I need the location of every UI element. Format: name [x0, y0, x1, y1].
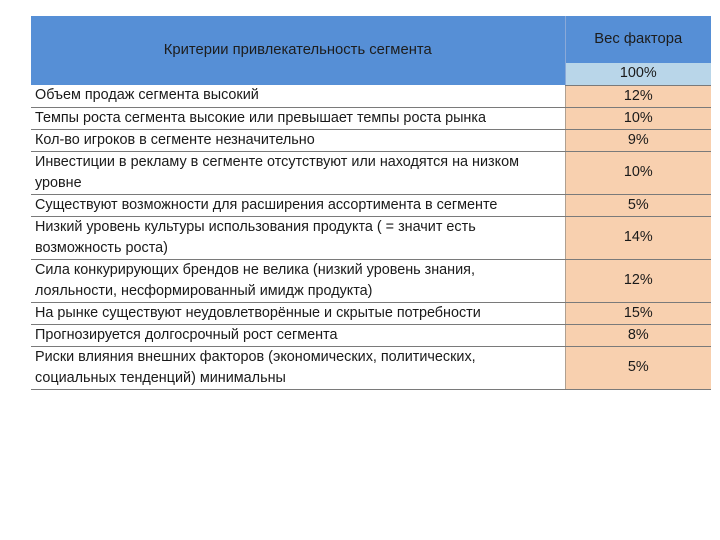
criterion-cell: Кол-во игроков в сегменте незначительно — [31, 129, 565, 151]
table-row — [31, 85, 711, 107]
weight-cell: 12% — [565, 259, 711, 302]
criteria-weight-table — [31, 16, 711, 390]
weight-cell: 12% — [565, 85, 711, 107]
table-row — [31, 302, 711, 324]
weight-cell: 5% — [565, 194, 711, 216]
weight-cell: 9% — [565, 129, 711, 151]
criterion-cell: Сила конкурирующих брендов не велика (низкий уровень знания, лояльности, несформированный имидж продукта) — [31, 259, 565, 302]
table-row — [31, 194, 711, 216]
criterion-cell: Низкий уровень культуры использования продукта ( = значит есть возможность роста) — [31, 216, 565, 259]
table-row — [31, 129, 711, 151]
table-row — [31, 151, 711, 194]
criterion-cell: Прогнозируется долгосрочный рост сегмента — [31, 324, 565, 346]
weight-cell: 8% — [565, 324, 711, 346]
weight-cell: 5% — [565, 346, 711, 389]
table-row — [31, 259, 711, 302]
header-row — [31, 16, 711, 63]
table-row — [31, 346, 711, 389]
weight-cell: 15% — [565, 302, 711, 324]
weight-cell: 10% — [565, 107, 711, 129]
weight-cell: 10% — [565, 151, 711, 194]
table-row — [31, 324, 711, 346]
weight-column-header: Вес фактора — [565, 16, 711, 63]
weight-cell: 14% — [565, 216, 711, 259]
table-row — [31, 107, 711, 129]
criterion-cell: Существуют возможности для расширения ассортимента в сегменте — [31, 194, 565, 216]
criterion-cell: Инвестиции в рекламу в сегменте отсутствуют или находятся на низком уровне — [31, 151, 565, 194]
criteria-column-header: Критерии привлекательность сегмента — [31, 16, 565, 85]
criterion-cell: Темпы роста сегмента высокие или превышает темпы роста рынка — [31, 107, 565, 129]
criterion-cell: Объем продаж сегмента высокий — [31, 85, 565, 107]
total-weight-cell: 100% — [565, 63, 711, 85]
table-row — [31, 216, 711, 259]
criterion-cell: На рынке существуют неудовлетворённые и скрытые потребности — [31, 302, 565, 324]
criterion-cell: Риски влияния внешних факторов (экономических, политических, социальных тенденций) минимальны — [31, 346, 565, 389]
